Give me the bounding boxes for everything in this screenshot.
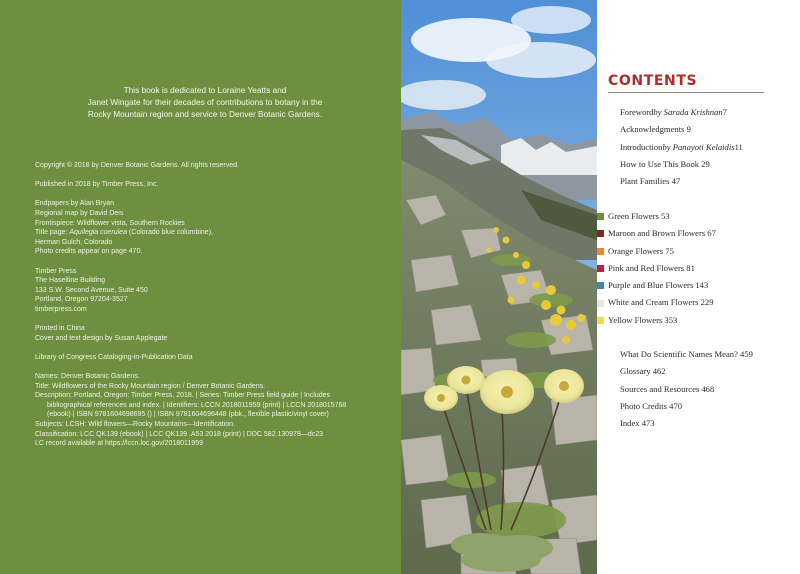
publisher-building: The Haseltine Building [35,277,106,285]
credits-block [35,199,375,257]
toc-entry-yellow[interactable]: Yellow Flowers 353 [597,312,800,329]
publisher-city: Portland, Oregon 97204-3527 [35,296,128,304]
cip-description-cont: (ebook) | ISBN 9781604698695 () | ISBN 9781604696448 (pbk., flexible plastic/vinyl cover) [47,411,329,419]
front-matter-list [620,104,800,190]
toc-entry-maroon-brown[interactable]: Maroon and Brown Flowers 67 [597,225,800,242]
toc-entry-sources[interactable]: Sources and Resources 468 [620,383,715,394]
design-credit: Cover and text design by Susan Applegate [35,334,168,342]
toc-entry-white-cream[interactable]: White and Cream Flowers 229 [597,294,800,311]
toc-entry-foreword[interactable]: Foreword by Sarada Krishnan 7 [620,107,727,117]
contents-heading: CONTENTS [608,73,698,89]
copyright-notice: Copyright © 2018 by Denver Botanic Gardens. All rights reserved. [35,162,239,169]
imprint [35,161,375,458]
cip-subjects: Subjects: LCSH: Wild flowers—Rocky Mountains—Identification. [35,421,235,429]
published-block [35,180,375,190]
maroon-swatch [597,230,604,237]
endpapers-credit: Endpapers by Alan Bryan [35,200,114,208]
toc-entry-green[interactable]: Green Flowers 53 [597,208,800,225]
photo-credits-note: Photo credits appear on page 470. [35,248,143,256]
toc-entry-acknowledgments[interactable]: Acknowledgments 9 [620,124,691,135]
blue-swatch [597,282,604,289]
alpine-poppy-photo [401,0,597,574]
cip-block [35,372,375,449]
frontispiece-credit: Frontispiece: Wildflower vista, Southern Rockies [35,219,185,227]
cip-record: LC record available at https://lccn.loc.gov/2018011959 [35,440,203,448]
toc-entry-introduction[interactable]: Introduction by Panayoti Kelaidis 11 [620,141,743,152]
title-page-location: Herman Gulch, Colorado [35,238,113,246]
flower-sections-list [608,208,800,329]
cip-names: Names: Denver Botanic Gardens. [35,373,140,381]
title-page-credit: Title page: Aquilegia coerulea (Colorado blue columbine), [35,229,213,237]
publisher-name: Timber Press [35,267,77,275]
toc-entry-photo-credits[interactable]: Photo Credits 470 [620,400,683,411]
cip-description-cont: bibliographical references and index. | Identifiers: LCCN 2018011959 (print) | LCCN 2018015768 [47,401,347,409]
map-credit: Regional map by David Deis [35,209,124,217]
contents-rule [608,92,764,93]
toc-entry-orange[interactable]: Orange Flowers 75 [597,243,800,260]
dedication-line: Janet Wingate for their decades of contributions to botany in the [87,97,323,108]
publisher-address [35,267,375,315]
toc-entry-how-to-use[interactable]: How to Use This Book 29 [620,158,710,169]
toc-entry-purple-blue[interactable]: Purple and Blue Flowers 143 [597,277,800,294]
dedication [50,84,360,121]
dedication-line: Rocky Mountain region and service to Denver Botanic Gardens. [87,109,323,120]
copyright-block [35,161,375,171]
cip-header-block [35,353,375,363]
printing-block [35,324,375,343]
printed-in: Printed in China [35,325,85,333]
published-notice: Published in 2018 by Timber Press, Inc. [35,181,159,189]
pink-swatch [597,265,604,272]
green-swatch [597,213,604,220]
publisher-website: timberpress.com [35,305,87,313]
cip-header: Library of Congress Cataloging-in-Publication Data [35,353,193,361]
cip-description: Description: Portland, Oregon: Timber Press, 2018. | Series: Timber Press field guide | Includes [35,392,331,400]
yellow-swatch [597,317,604,324]
cip-classification: Classification: LCC QK139 (ebook) | LCC QK139 .A53 2018 (print) | DDC 582.130978—dc23 [35,430,324,438]
toc-entry-index[interactable]: Index 473 [620,418,655,429]
dedication-line: This book is dedicated to Loraine Yeatts and [123,85,287,95]
white-swatch [597,300,604,307]
toc-entry-pink-red[interactable]: Pink and Red Flowers 81 [597,260,800,277]
orange-swatch [597,248,604,255]
publisher-street: 133 S.W. Second Avenue, Suite 450 [35,286,148,294]
cip-title: Title: Wildflowers of the Rocky Mountain region / Denver Botanic Gardens. [35,382,266,390]
toc-entry-scientific-names[interactable]: What Do Scientific Names Mean? 459 [620,349,753,359]
contents-page [597,0,800,574]
toc-entry-glossary[interactable]: Glossary 462 [620,366,666,377]
toc-entry-plant-families[interactable]: Plant Families 47 [620,176,681,187]
back-matter-list [620,346,800,432]
